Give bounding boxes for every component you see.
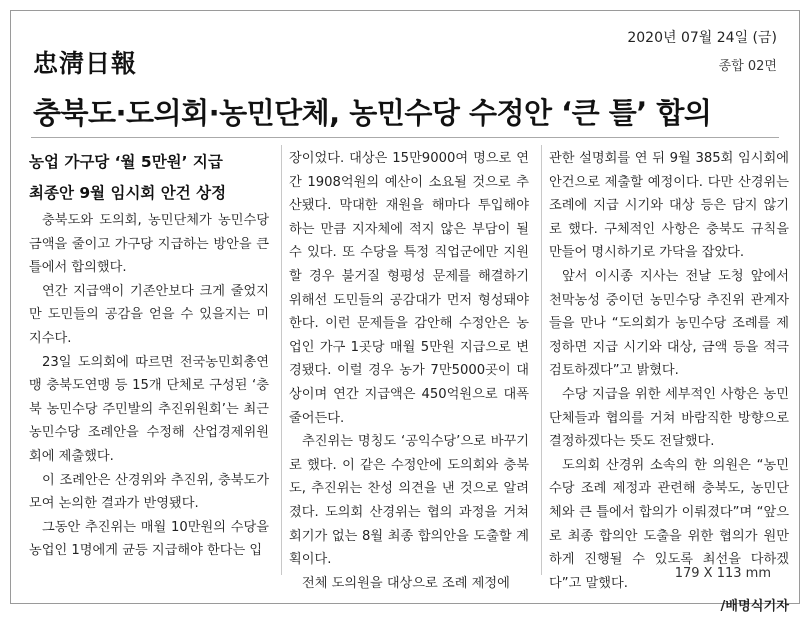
subheadline-line-2: 최종안 9월 임시회 안건 상정 (29, 184, 227, 202)
newspaper-masthead: 忠淸日報 (33, 49, 138, 78)
article-column-3 (549, 147, 789, 619)
article-column-2 (289, 147, 529, 595)
headline: 충북도·도의회·농민단체, 농민수당 수정안 ‘큰 틀’ 합의 (33, 96, 712, 130)
subheadline (29, 147, 269, 209)
paragraph: 장이었다. 대상은 15만9000여 명으로 연간 1908억원의 예산이 소요될 것으로 추산됐다. 막대한 재원을 해마다 투입해야 하는 만큼 지자체에 적지 않은 부담이 될 수 있다. 또 수당을 특정 직업군에만 지원할 경우 불거질 형평성 문제를 해결하기 위해선 도민들의 공감대가 먼저 형성돼야 한다. 이런 문제들을 감안해 수정안은 농업인 가구 1곳당 매월 5만원 지급으로 변경됐다. 이럴 경우 농가 7만5000곳이 대상이며 연간 지급액은 450억원으로 대폭 줄어든다. (289, 151, 529, 426)
paragraph: 도의회 산경위 소속의 한 의원은 “농민수당 조례 제정과 관련해 충북도, 농민단체와 큰 틀에서 합의가 이뤄졌다”며 “앞으로 최종 합의안 도출을 위한 협의가 원만하게 진행될 수 있도록 최선을 다하겠다”고 말했다. (549, 457, 789, 591)
paragraph: 앞서 이시종 지사는 전날 도청 앞에서 천막농성 중이던 농민수당 추진위 관계자들을 만나 “도의회가 농민수당 조례를 제정하면 지급 시기와 대상, 금액 등을 적극 검토하겠다”고 밝혔다. (549, 268, 789, 379)
paragraph: 이 조례안은 산경위와 추진위, 충북도가 모여 논의한 결과가 반영됐다. (29, 472, 269, 512)
section-page: 종합 02면 (718, 59, 777, 74)
clipping-size: 179 X 113 mm (674, 566, 771, 581)
paragraph: 그동안 추진위는 매월 10만원의 수당을 농업인 1명에게 균등 지급해야 한다는 입 (29, 519, 269, 559)
byline: /배명식기자 (720, 599, 789, 615)
paragraph: 연간 지급액이 기존안보다 크게 줄었지만 도민들의 공감을 얻을 수 있을지는 미지수다. (29, 283, 269, 346)
publication-date: 2020년 07월 24일 (금) (627, 30, 777, 46)
paragraph: 충북도와 도의회, 농민단체가 농민수당 금액을 줄이고 가구당 지급하는 방안을 큰 틀에서 합의했다. (29, 213, 269, 276)
paragraph: 수당 지급을 위한 세부적인 사항은 농민단체들과 협의를 거쳐 바람직한 방향으로 결정하겠다는 뜻도 전달했다. (549, 386, 789, 450)
headline-divider (31, 137, 779, 138)
column-divider (541, 145, 542, 575)
paragraph: 23일 도의회에 따르면 전국농민회총연맹 충북도연맹 등 15개 단체로 구성된 ‘충북 농민수당 주민발의 추진위원회’는 최근 농민수당 조례안을 수정해 산업경제위원회에 제출했다. (29, 354, 269, 464)
article-clipping (10, 10, 800, 615)
column-divider (281, 145, 282, 575)
paragraph: 추진위는 명칭도 ‘공익수당’으로 바꾸기로 했다. 이 같은 수정안에 도의회와 충북도, 추진위는 찬성 의견을 낸 것으로 알려졌다. 도의회 산경위는 협의 과정을 거쳐 회기가 없는 8월 최종 합의안을 도출할 계획이다. (289, 434, 529, 568)
subheadline-line-1: 농업 가구당 ‘월 5만원’ 지급 (29, 153, 223, 171)
article-column-1 (29, 147, 269, 563)
paragraph: 전체 도의원을 대상으로 조례 제정에 (302, 575, 510, 591)
paragraph: 관한 설명회를 연 뒤 9월 385회 임시회에 안건으로 제출할 예정이다. 다만 산경위는 조례에 지급 시기와 대상 등은 담지 않기로 했다. 구체적인 사항은 충북도 규칙을 만들어 명시하기로 가닥을 잡았다. (549, 151, 789, 261)
